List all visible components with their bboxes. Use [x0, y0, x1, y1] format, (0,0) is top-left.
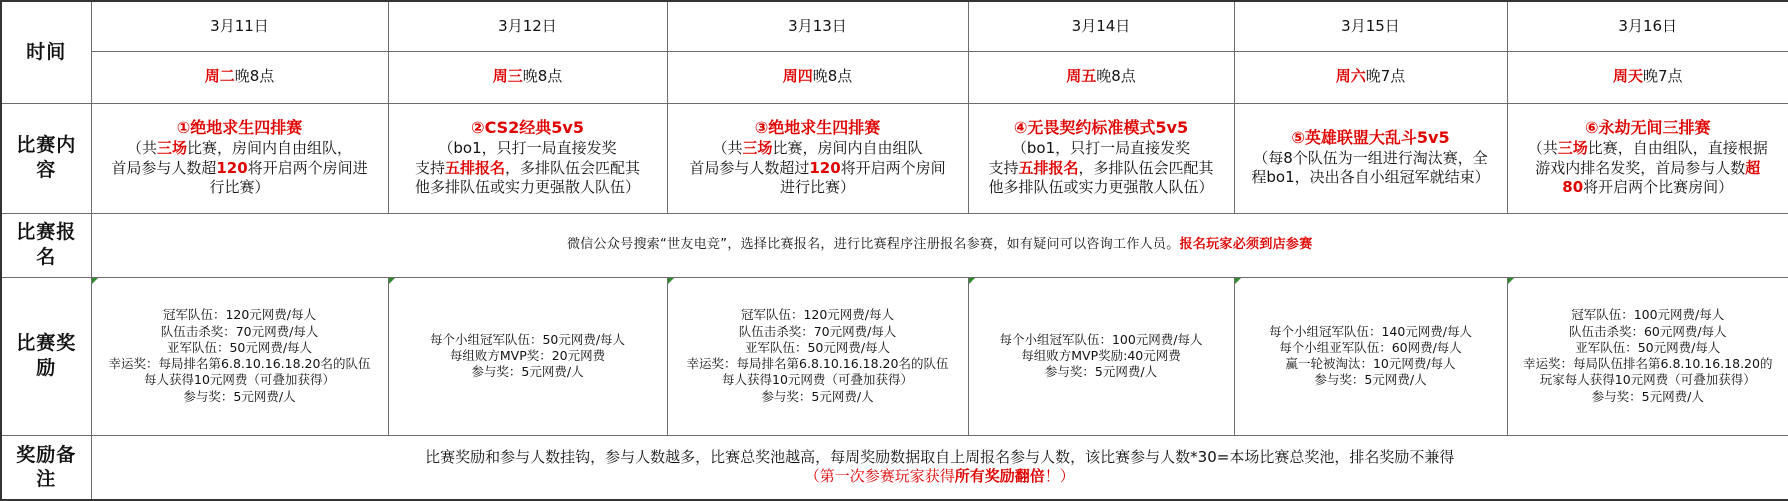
- reward-line: 冠军队伍：120元网费/每人: [740, 307, 895, 323]
- start-time: 晚8点: [522, 67, 563, 86]
- reward-line: 亚军队伍：50元网费/每人: [166, 339, 313, 355]
- reward-cell: [968, 277, 1234, 435]
- reward-line: 参与奖：5元网费/人: [471, 364, 584, 380]
- description-text: （每8个队伍为一组进行淘汰赛，全: [1253, 148, 1488, 167]
- reward-line: 队伍击杀奖：70元网费/每人: [160, 323, 319, 339]
- highlight-text: 五排报名: [444, 158, 505, 177]
- reward-line: 参与奖：5元网费/人: [183, 388, 296, 404]
- description-text: （共: [126, 139, 157, 158]
- match-content-cell: [388, 103, 667, 213]
- bonus-suffix: ！）: [1044, 467, 1075, 486]
- signup-row: [1, 213, 1788, 277]
- description-text: 程bo1，决出各自小组冠军就结束）: [1251, 168, 1490, 187]
- reward-line: 参与奖：5元网费/人: [761, 388, 874, 404]
- match-description-line: [1241, 149, 1501, 169]
- date-cell: 3月16日: [1507, 1, 1788, 51]
- reward-cell: [667, 277, 968, 435]
- match-description-line: [975, 139, 1228, 159]
- reward-line: 亚军队伍：50元网费/每人: [1575, 339, 1721, 355]
- description-text: 行比赛）: [209, 178, 270, 197]
- match-content-cell: [667, 103, 968, 213]
- reward-cell: [1234, 277, 1507, 435]
- match-description-line: [98, 178, 382, 198]
- description-text: 比赛，房间内自由组队: [772, 139, 923, 158]
- content-row: [1, 103, 1788, 213]
- weekday-label: 周三: [492, 67, 523, 86]
- description-text: 支持: [988, 158, 1019, 177]
- row-label-reward: 比赛奖励: [1, 277, 91, 435]
- description-text: 首局参与人数超过: [689, 158, 810, 177]
- match-title: ②CS2经典5v5: [471, 118, 584, 138]
- weekday-label: 周四: [782, 67, 813, 86]
- bonus-emphasis: 所有奖励翻倍: [954, 467, 1045, 486]
- note-row: [1, 435, 1788, 500]
- highlight-text: 80: [1562, 178, 1584, 197]
- signup-instructions: [91, 213, 1788, 277]
- reward-cell: [1507, 277, 1788, 435]
- row-label-content: 比赛内容: [1, 103, 91, 213]
- description-text: ，多排队伍会匹配其: [1078, 158, 1214, 177]
- description-text: 进行比赛）: [779, 178, 855, 197]
- weekday-label: 周天: [1612, 67, 1643, 86]
- highlight-text: 五排报名: [1018, 158, 1079, 177]
- reward-line: 队伍击杀奖：70元网费/每人: [738, 323, 897, 339]
- date-row: [1, 1, 1788, 51]
- match-description-line: [674, 178, 962, 198]
- signup-text: 微信公众号搜索“世友电竞”，选择比赛报名，进行比赛程序注册报名参赛，如有疑问可以咨询工作人员。: [566, 236, 1180, 252]
- description-text: 游戏内排名发奖，首局参与人数: [1535, 158, 1746, 177]
- match-description-line: [1514, 139, 1783, 159]
- reward-line: 每个小组冠军队伍：100元网费/每人: [999, 331, 1203, 347]
- highlight-text: 超: [1745, 158, 1761, 177]
- highlight-text: 三场: [742, 139, 773, 158]
- reward-line: 每组败方MVP奖：20元网费: [449, 347, 606, 363]
- date-cell: 3月13日: [667, 1, 968, 51]
- time-cell: [91, 51, 388, 103]
- reward-note: [91, 435, 1788, 500]
- description-text: 他多排队伍或实力更强散人队伍）: [414, 178, 640, 197]
- match-content-cell: [1507, 103, 1788, 213]
- cell-comment-marker: [92, 278, 98, 284]
- highlight-text: 三场: [156, 139, 187, 158]
- weekday-label: 周五: [1066, 67, 1097, 86]
- reward-line: 亚军队伍：50元网费/每人: [744, 339, 891, 355]
- reward-line: 参与奖：5元网费/人: [1591, 388, 1704, 404]
- date-cell: 3月14日: [968, 1, 1234, 51]
- row-label-note: 奖励备注: [1, 435, 91, 500]
- reward-line: 参与奖：5元网费/人: [1044, 364, 1158, 380]
- time-row: [1, 51, 1788, 103]
- highlight-text: 三场: [1557, 139, 1588, 158]
- match-title: ③绝地求生四排赛: [754, 118, 881, 138]
- reward-line: 赢一轮被淘汰：10元网费/每人: [1285, 356, 1456, 371]
- description-text: 将开启两个房间: [840, 158, 946, 177]
- description-text: ，多排队伍会匹配其: [505, 158, 641, 177]
- reward-line: 幸运奖：每局排名第6.8.10.16.18.20名的队伍: [108, 356, 371, 371]
- description-text: （bo1，只打一局直接发奖: [438, 139, 617, 158]
- highlight-text: 120: [216, 158, 248, 177]
- time-cell: [1507, 51, 1788, 103]
- match-title: ①绝地求生四排赛: [176, 118, 303, 138]
- description-text: 首局参与人数超: [111, 158, 217, 177]
- reward-line: 幸运奖：每局队伍排名第6.8.10.16.18.20的: [1523, 356, 1773, 371]
- reward-line: 每人获得10元网费（可叠加获得）: [144, 372, 335, 388]
- match-content-cell: [1234, 103, 1507, 213]
- reward-line: 队伍击杀奖：60元网费/每人: [1568, 323, 1727, 339]
- date-cell: 3月11日: [91, 1, 388, 51]
- match-title: ④无畏契约标准模式5v5: [1013, 118, 1189, 138]
- first-time-bonus: [98, 467, 1783, 487]
- reward-note-text: 比赛奖励和参与人数挂钩，参与人数越多，比赛总奖池越高，每周奖励数据取自上周报名参与人数，该比赛参与人数*30=本场比赛总奖池，排名奖励不兼得: [425, 447, 1455, 466]
- reward-line: 玩家每人获得10元网费（可叠加获得）: [1539, 372, 1756, 388]
- match-description-line: [674, 139, 962, 159]
- description-text: （共: [1527, 139, 1558, 158]
- match-description-line: [1241, 168, 1501, 188]
- reward-line: 每个小组冠军队伍：140元网费/每人: [1268, 323, 1473, 339]
- match-description-line: [98, 159, 382, 179]
- match-description-line: [395, 178, 661, 198]
- bonus-prefix: （第一次参赛玩家获得: [804, 467, 955, 486]
- description-text: 将开启两个比赛房间）: [1583, 178, 1734, 197]
- reward-row: [1, 277, 1788, 435]
- description-text: （共: [712, 139, 743, 158]
- cell-comment-marker: [389, 278, 395, 284]
- highlight-text: 120: [809, 158, 841, 177]
- start-time: 晚8点: [234, 67, 275, 86]
- description-text: 支持: [414, 158, 445, 177]
- match-title: ⑤英雄联盟大乱斗5v5: [1291, 128, 1450, 148]
- cell-comment-marker: [1508, 278, 1514, 284]
- time-cell: [667, 51, 968, 103]
- signup-requirement: 报名玩家必须到店参赛: [1179, 236, 1313, 252]
- description-text: （bo1，只打一局直接发奖: [1011, 139, 1191, 158]
- date-cell: 3月15日: [1234, 1, 1507, 51]
- weekday-label: 周二: [204, 67, 235, 86]
- match-description-line: [395, 139, 661, 159]
- match-description-line: [1514, 178, 1783, 198]
- time-cell: [388, 51, 667, 103]
- reward-cell: [91, 277, 388, 435]
- match-description-line: [674, 159, 962, 179]
- start-time: 晚7点: [1365, 67, 1406, 86]
- row-label-signup: 比赛报名: [1, 213, 91, 277]
- reward-line: 幸运奖：每局排名第6.8.10.16.18.20名的队伍: [686, 356, 949, 371]
- match-description-line: [1514, 159, 1783, 179]
- match-content-cell: [968, 103, 1234, 213]
- cell-comment-marker: [1235, 278, 1241, 284]
- row-label-time: 时间: [1, 1, 91, 103]
- start-time: 晚8点: [812, 67, 853, 86]
- reward-line: 每个小组亚军队伍：60网费/每人: [1279, 339, 1462, 355]
- match-content-cell: [91, 103, 388, 213]
- time-cell: [1234, 51, 1507, 103]
- date-cell: 3月12日: [388, 1, 667, 51]
- description-text: 比赛，房间内自由组队，: [187, 139, 353, 158]
- match-title: ⑥永劫无间三排赛: [1584, 118, 1711, 138]
- time-cell: [968, 51, 1234, 103]
- reward-line: 冠军队伍：100元网费/每人: [1571, 307, 1725, 323]
- weekday-label: 周六: [1335, 67, 1366, 86]
- reward-line: 冠军队伍：120元网费/每人: [162, 307, 317, 323]
- match-description-line: [975, 178, 1228, 198]
- reward-line: 每个小组冠军队伍：50元网费/每人: [429, 331, 626, 347]
- description-text: 他多排队伍或实力更强散人队伍）: [988, 178, 1214, 197]
- match-description-line: [98, 139, 382, 159]
- description-text: 比赛，自由组队，直接根据: [1587, 139, 1768, 158]
- match-description-line: [975, 159, 1228, 179]
- cell-comment-marker: [969, 278, 975, 284]
- start-time: 晚8点: [1096, 67, 1136, 86]
- reward-line: 参与奖：5元网费/人: [1314, 372, 1427, 388]
- description-text: 将开启两个房间进: [247, 158, 368, 177]
- reward-cell: [388, 277, 667, 435]
- reward-line: 每人获得10元网费（可叠加获得）: [722, 372, 913, 388]
- start-time: 晚7点: [1642, 67, 1683, 86]
- reward-line: 每组败方MVP奖励:40元网费: [1021, 347, 1181, 363]
- match-description-line: [395, 159, 661, 179]
- cell-comment-marker: [668, 278, 674, 284]
